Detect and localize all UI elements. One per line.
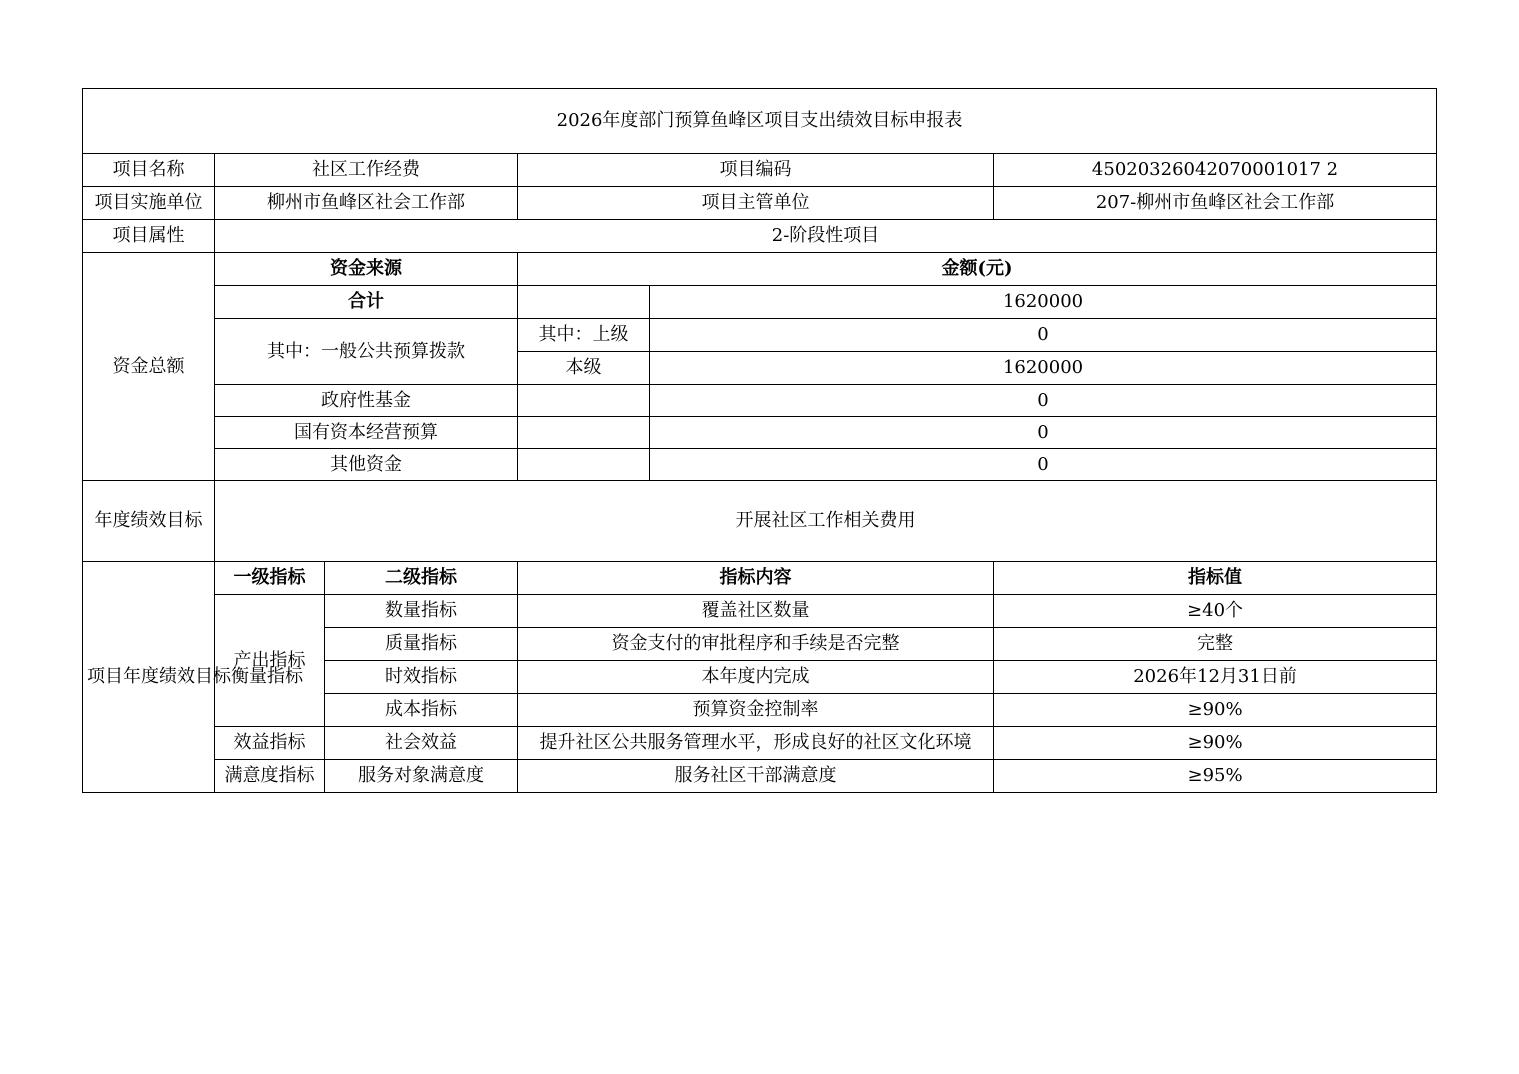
fund-total: 1620000 — [650, 286, 1437, 319]
project-name: 社区工作经费 — [215, 154, 518, 187]
indicator-value: ≥95% — [994, 760, 1437, 793]
annual-goal-label: 年度绩效目标 — [83, 481, 215, 562]
indicator-value: 2026年12月31日前 — [994, 661, 1437, 694]
level2-header: 二级指标 — [325, 562, 518, 595]
project-code-label: 项目编码 — [518, 154, 994, 187]
value-header: 指标值 — [994, 562, 1437, 595]
performance-target-table — [82, 88, 1437, 793]
indicator-level2: 时效指标 — [325, 661, 518, 694]
gov-fund-amount: 0 — [650, 385, 1437, 417]
project-attr-label: 项目属性 — [83, 220, 215, 253]
fund-total-label: 合计 — [215, 286, 518, 319]
indicator-level2: 成本指标 — [325, 694, 518, 727]
page-title: 2026年度部门预算鱼峰区项目支出绩效目标申报表 — [83, 89, 1437, 154]
indicator-value: ≥90% — [994, 694, 1437, 727]
admin-unit-label: 项目主管单位 — [518, 187, 994, 220]
level1-header: 一级指标 — [215, 562, 325, 595]
benefit-indicator-label: 效益指标 — [215, 727, 325, 760]
indicator-level2: 数量指标 — [325, 595, 518, 628]
indicator-content: 预算资金控制率 — [518, 694, 994, 727]
other-fund-label: 其他资金 — [215, 449, 518, 481]
upper-level-amount: 0 — [650, 319, 1437, 352]
upper-level-label: 其中：上级 — [518, 319, 650, 352]
indicator-content: 本年度内完成 — [518, 661, 994, 694]
satisfaction-indicator-label: 满意度指标 — [215, 760, 325, 793]
output-indicator-label: 产出指标 — [215, 595, 325, 727]
indicator-level2: 社会效益 — [325, 727, 518, 760]
fund-amount-header: 金额(元) — [518, 253, 1437, 286]
admin-unit: 207-柳州市鱼峰区社会工作部 — [994, 187, 1437, 220]
empty-cell — [518, 385, 650, 417]
general-budget-label: 其中：一般公共预算拨款 — [215, 319, 518, 385]
indicator-content: 服务社区干部满意度 — [518, 760, 994, 793]
indicators-label: 项目年度绩效目标衡量指标 — [83, 562, 215, 793]
indicator-content: 资金支付的审批程序和手续是否完整 — [518, 628, 994, 661]
empty-cell — [518, 449, 650, 481]
local-level-amount: 1620000 — [650, 352, 1437, 385]
funds-label: 资金总额 — [83, 253, 215, 481]
indicator-value: ≥40个 — [994, 595, 1437, 628]
state-capital-amount: 0 — [650, 417, 1437, 449]
local-level-label: 本级 — [518, 352, 650, 385]
indicator-content: 覆盖社区数量 — [518, 595, 994, 628]
annual-goal-text: 开展社区工作相关费用 — [215, 481, 1437, 562]
indicator-level2: 服务对象满意度 — [325, 760, 518, 793]
indicator-value: ≥90% — [994, 727, 1437, 760]
empty-cell — [518, 286, 650, 319]
indicator-content: 提升社区公共服务管理水平，形成良好的社区文化环境 — [518, 727, 994, 760]
empty-cell — [518, 417, 650, 449]
content-header: 指标内容 — [518, 562, 994, 595]
impl-unit-label: 项目实施单位 — [83, 187, 215, 220]
fund-source-header: 资金来源 — [215, 253, 518, 286]
gov-fund-label: 政府性基金 — [215, 385, 518, 417]
other-fund-amount: 0 — [650, 449, 1437, 481]
project-name-label: 项目名称 — [83, 154, 215, 187]
indicator-level2: 质量指标 — [325, 628, 518, 661]
impl-unit: 柳州市鱼峰区社会工作部 — [215, 187, 518, 220]
project-code: 45020326042070001017 2 — [994, 154, 1437, 187]
project-attr: 2-阶段性项目 — [215, 220, 1437, 253]
indicator-value: 完整 — [994, 628, 1437, 661]
state-capital-label: 国有资本经营预算 — [215, 417, 518, 449]
